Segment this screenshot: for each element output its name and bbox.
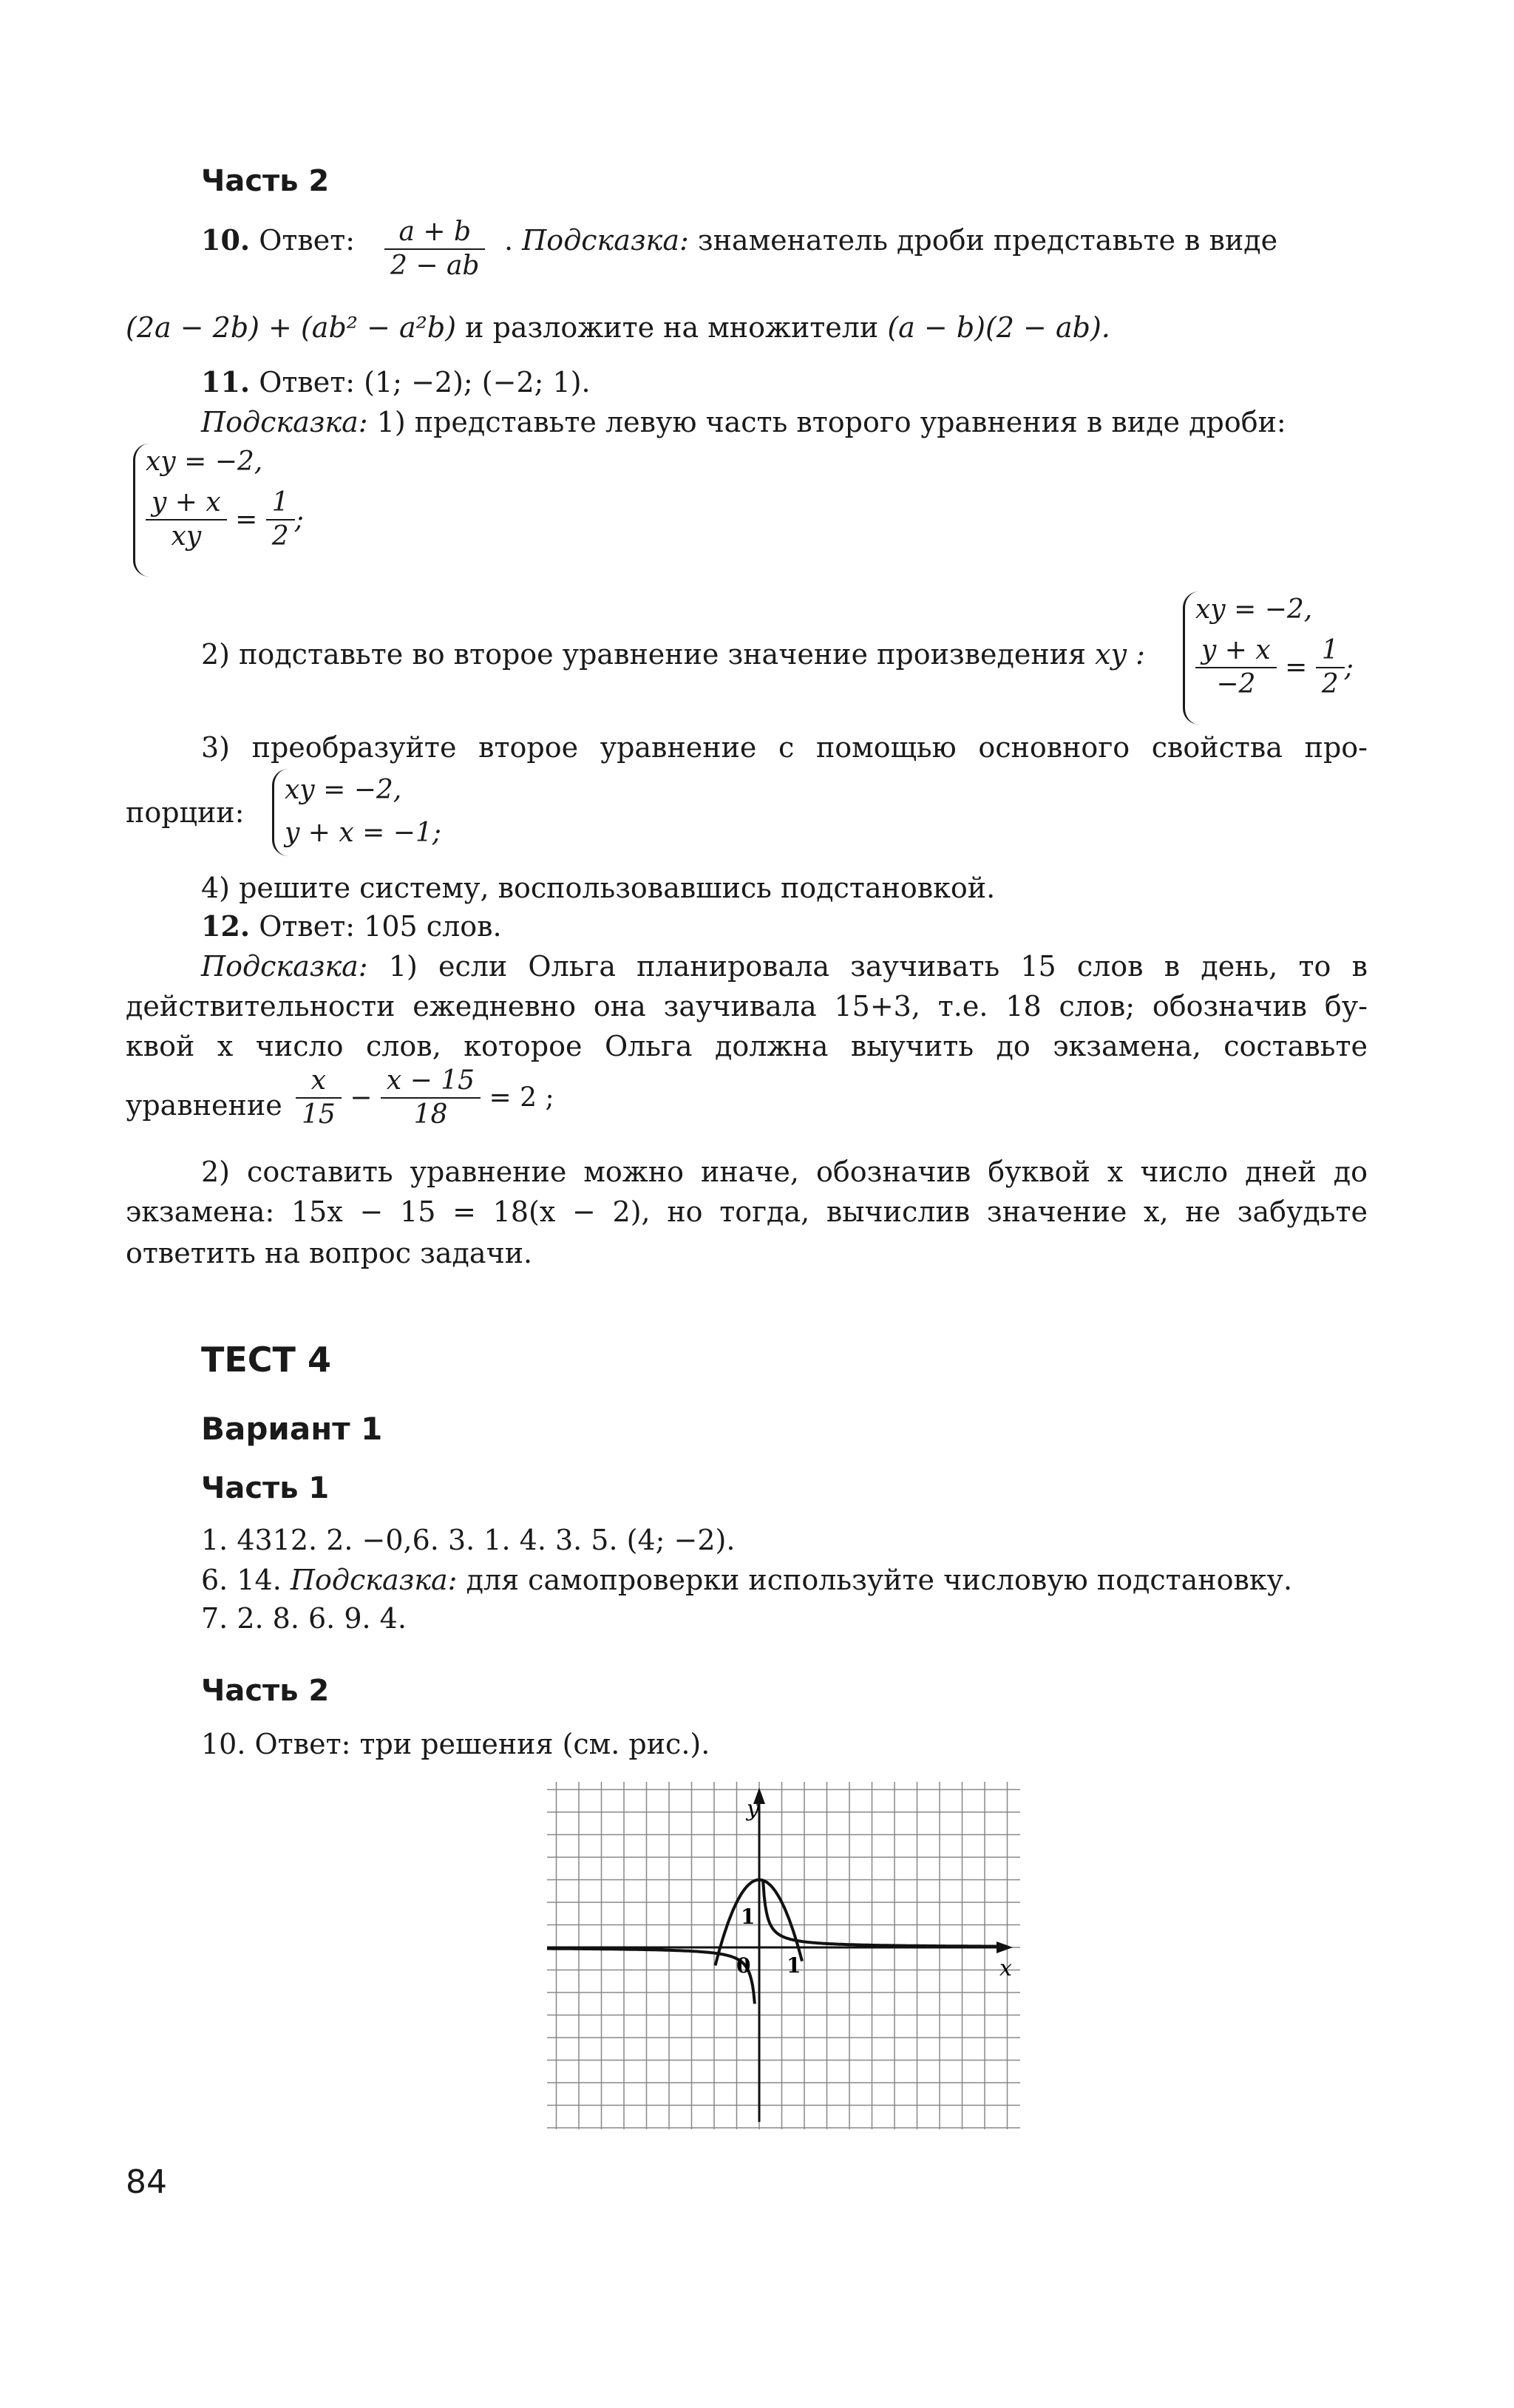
q11-sys2-rhs-numerator: 1 [1316,634,1345,668]
hyperbola-right-branch [763,1881,1006,1946]
q10-number: 10. [201,223,251,257]
y-axis [753,1788,765,2122]
q11-hint-label: Подсказка: [201,406,368,438]
q11-sys1-rhs-denominator: 2 [271,521,289,552]
part1-answers-line2 [201,1561,1292,1598]
part1-answers-line3: 7. 2. 8. 6. 9. 4. [201,1602,407,1635]
q10-hint: . Подсказка: знаменатель дроби представьте в виде [504,224,1278,257]
section-heading-part2-test4: Часть 2 [201,1674,330,1708]
origin-label: 0 [736,1953,751,1978]
q12-number: 12. [201,909,251,943]
q12-fraction-2-numerator: x − 15 [381,1065,481,1099]
q11-hint-4: 4) решите систему, воспользовавшись подстановкой. [201,872,996,904]
q11-system-1-eq1: xy = −2, [146,447,263,477]
q12-answer-text: Ответ: 105 слов. [259,910,502,943]
q10-answer-label: Ответ: [259,224,356,257]
q10-hint-text: знаменатель дроби представьте в виде [697,224,1278,257]
q10-line2 [126,309,1110,346]
q11-system-2 [1183,591,1373,725]
part1-answers-line1: 1. 4312. 2. −0,6. 3. 1. 4. 3. 5. (4; −2). [201,1524,736,1556]
part1-q6-answer: 6. 14. [201,1564,282,1596]
q10-fraction-denominator: 2 − ab [390,251,480,281]
q10-answer-fraction [384,216,485,282]
q11-system-3 [272,769,492,856]
grid [547,1782,1020,2129]
q11-system-1-eq2: $\frac{y + x}{xy}$ = $\frac{1}{2}$ ; [146,486,338,553]
q11-system-2-eq2: $\frac{y + x}{-2}$ = $\frac{1}{2}$ ; [1195,634,1373,701]
q10-line2-middle: и разложите на множители [465,311,879,344]
hyperbola-left-branch [547,1949,755,2004]
q12-hint-1-line1 [201,948,1368,985]
q12-hint-2-line1: 2) составить уравнение можно иначе, обозначив буквой x число дней до [201,1156,1368,1188]
part1-q6-hint-label: Подсказка: [290,1564,458,1596]
q12-fraction-2-denominator: 18 [413,1099,448,1130]
page-number: 84 [126,2163,167,2201]
q11-sys2-rhs-denominator: 2 [1321,669,1339,699]
q12-equation-rhs: = 2 ; [489,1082,554,1113]
q12-fraction-1-numerator: x [296,1065,342,1099]
part2-q10-answer: 10. Ответ: три решения (см. рис.). [201,1728,710,1760]
y-axis-label: y [747,1796,759,1822]
q12-equation: $\frac{x}{15}$ − $\frac{x - 15}{18}$ = 2 ; [296,1065,554,1131]
function-graph-figure [547,1782,1020,2129]
q11-hint-2-var: xy : [1095,638,1145,671]
q11-number: 11. [201,365,251,398]
q12-fraction-1-denominator: 15 [302,1099,336,1130]
q11-sys1-denominator: xy [171,521,202,552]
q11-system-3-eq1: xy = −2, [285,775,402,805]
q12-hint-2-line3: ответить на вопрос задачи. [126,1237,533,1269]
q10-expression-2: (a − b)(2 − ab). [887,311,1110,344]
q11-hint-2 [201,636,1145,673]
test-title: ТЕСТ 4 [201,1340,331,1380]
q10-fraction-numerator: a + b [384,216,485,250]
q11-system-2-eq1: xy = −2, [1195,594,1313,625]
q11-system-3-eq2: y + x = −1; [285,818,441,848]
q11-hint-2-text: 2) подставьте во второе уравнение значение произведения [201,638,1087,671]
q11-hint-1-text: 1) представьте левую часть второго уравнения в виде дроби: [376,406,1286,438]
q11-hint-3-line1: 3) преобразуйте второе уравнение с помощью основного свойства про- [201,731,1368,764]
section-heading-part1: Часть 1 [201,1471,330,1505]
q12-hint-1-text: 1) если Ольга планировала заучивать 15 слов в день, то в [388,950,1368,983]
y-unit-label: 1 [741,1905,756,1929]
q12-hint-label: Подсказка: [201,950,368,983]
section-heading-part2: Часть 2 [201,164,330,198]
q12-hint-1-line3: квой x число слов, которое Ольга должна выучить до экзамена, составьте [126,1030,1368,1062]
q12-hint-1-line2: действительности ежедневно она заучивала 15+3, т.е. 18 слов; обозначив бу- [126,990,1368,1022]
x-axis-label: x [999,1956,1012,1981]
q11-hint-1 [201,404,1286,441]
q12-hint-2-line2: экзамена: 15x − 15 = 18(x − 2), но тогда, вычислив значение x, не забудьте [126,1195,1368,1228]
q12-equation-label: уравнение [126,1089,282,1122]
q11-sys2-numerator: y + x [1195,634,1277,668]
q12-answer [201,908,502,945]
q11-answer-text: Ответ: (1; −2); (−2; 1). [259,366,591,398]
part1-q6-hint-text: для самопроверки используйте числовую подстановку. [466,1564,1293,1596]
x-unit-label: 1 [787,1953,801,1978]
q11-system-1 [133,444,338,577]
q11-answer [201,364,591,401]
q11-hint-3-line2: порции: [126,796,245,829]
q10-hint-label: Подсказка: [522,224,689,257]
q10-answer-line [201,222,355,259]
q11-sys1-rhs-numerator: 1 [266,486,295,520]
q10-expression-1: (2a − 2b) + (ab² − a²b) [126,311,457,344]
q11-sys1-numerator: y + x [146,486,227,520]
variant-heading: Вариант 1 [201,1411,383,1447]
q11-sys2-denominator: −2 [1216,669,1256,699]
